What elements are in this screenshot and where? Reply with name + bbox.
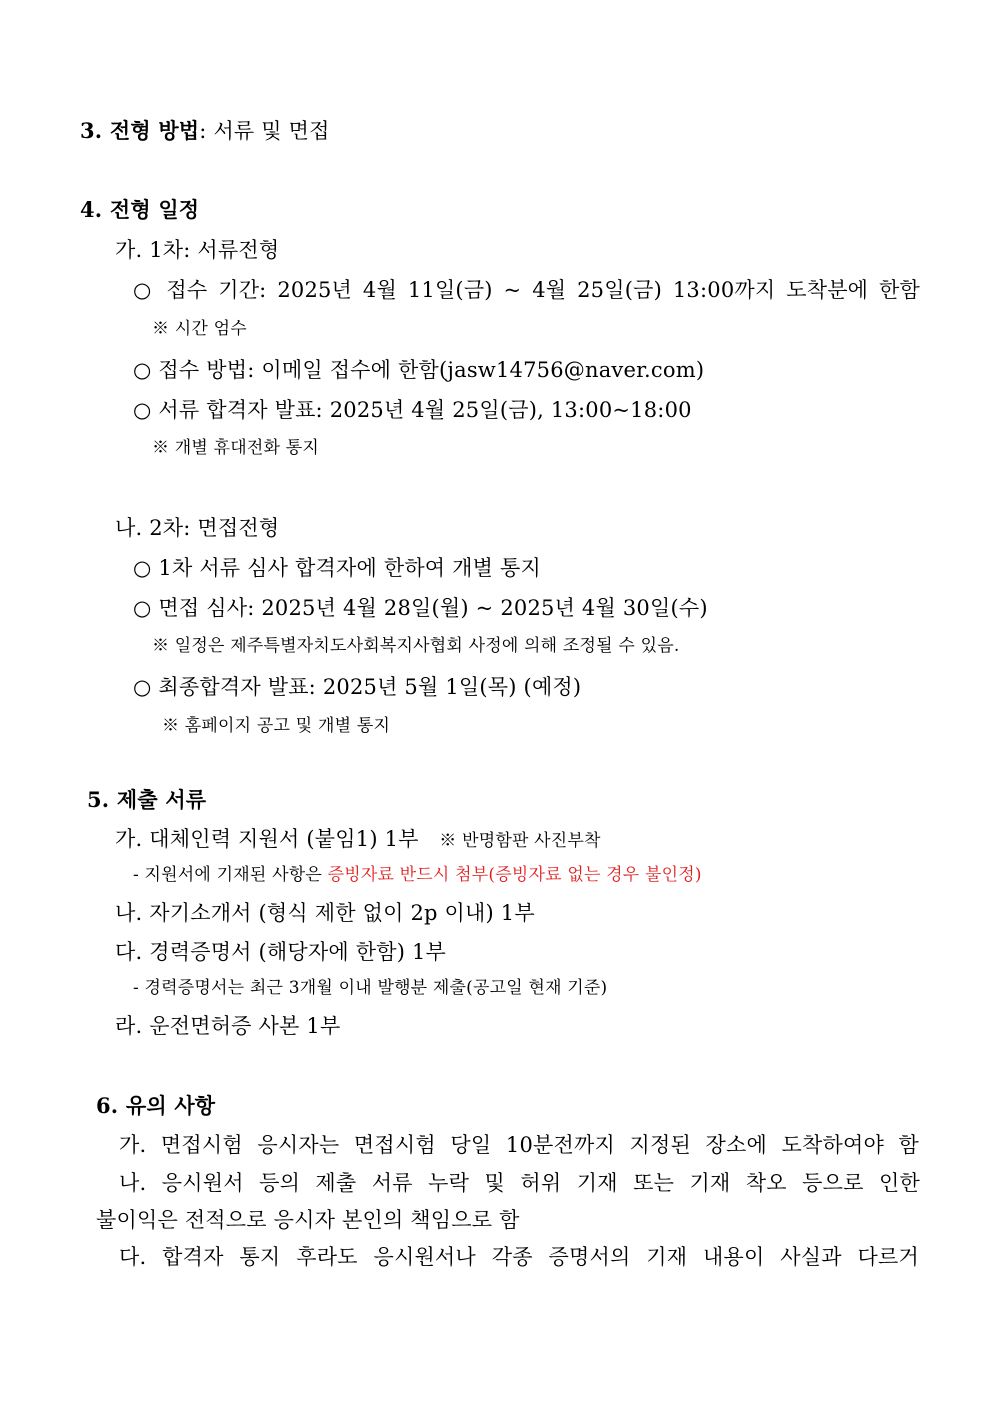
s5-na-item: 나. 자기소개서 (형식 제한 없이 2p 이내) 1부 bbox=[115, 901, 535, 925]
s4-ga-note-time: ※ 시간 엄수 bbox=[152, 319, 247, 339]
s5-ga-sub-prefix: - 지원서에 기재된 사항은 bbox=[133, 865, 328, 885]
section-6-title: 6. 유의 사항 bbox=[96, 1093, 216, 1118]
section-3-heading bbox=[80, 117, 330, 145]
s5-ga-note: ※ 반명함판 사진부착 bbox=[439, 831, 601, 851]
s4-na-note-homepage: ※ 홈페이지 공고 및 개별 통지 bbox=[162, 716, 391, 736]
s6-ga-item: 가. 면접시험 응시자는 면접시험 당일 10분전까지 지정된 장소에 도착하여야 함 bbox=[119, 1133, 919, 1157]
s4-na-note-schedule: ※ 일정은 제주특별자치도사회복지사협회 사정에 의해 조정될 수 있음. bbox=[152, 636, 680, 656]
s5-ga-item bbox=[115, 825, 601, 855]
s5-da-subnote: - 경력증명서는 최근 3개월 이내 발행분 제출(공고일 현재 기준) bbox=[133, 978, 608, 998]
s6-na-item-line1: 나. 응시원서 등의 제출 서류 누락 및 허위 기재 또는 기재 착오 등으로 인한 bbox=[119, 1171, 920, 1195]
s4-ga-item-document-result: ○ 서류 합격자 발표: 2025년 4월 25일(금), 13:00~18:00 bbox=[133, 398, 692, 422]
s5-da-item: 다. 경력증명서 (해당자에 한함) 1부 bbox=[115, 940, 447, 964]
s4-ga-label: 가. 1차: 서류전형 bbox=[115, 238, 280, 262]
s4-na-item-interview: ○ 면접 심사: 2025년 4월 28일(월) ~ 2025년 4월 30일(수) bbox=[133, 596, 708, 620]
s4-na-item-notify: ○ 1차 서류 심사 합격자에 한하여 개별 통지 bbox=[133, 556, 541, 580]
section-3-text: : 서류 및 면접 bbox=[199, 119, 330, 143]
section-5-title: 5. 제출 서류 bbox=[87, 787, 207, 812]
s4-ga-item-reception-period: ○ 접수 기간: 2025년 4월 11일(금) ~ 4월 25일(금) 13:00까지 도착분에 한함 bbox=[133, 278, 920, 302]
s5-ra-item: 라. 운전면허증 사본 1부 bbox=[115, 1014, 341, 1038]
s5-ga-sub-red: 증빙자료 반드시 첨부(증빙자료 없는 경우 불인정) bbox=[327, 865, 702, 885]
s6-na-item-line2: 불이익은 전적으로 응시자 본인의 책임으로 함 bbox=[96, 1208, 520, 1232]
s5-ga-text: 가. 대체인력 지원서 (붙임1) 1부 bbox=[115, 827, 419, 851]
s4-na-label: 나. 2차: 면접전형 bbox=[115, 516, 280, 540]
section-3-title: 3. 전형 방법 bbox=[80, 118, 200, 143]
s4-ga-note-phone: ※ 개별 휴대전화 통지 bbox=[152, 438, 319, 458]
section-4-title: 4. 전형 일정 bbox=[80, 197, 200, 222]
s6-da-item-line1: 다. 합격자 통지 후라도 응시원서나 각종 증명서의 기재 내용이 사실과 다르거 bbox=[119, 1245, 919, 1269]
s4-na-item-final-result: ○ 최종합격자 발표: 2025년 5월 1일(목) (예정) bbox=[133, 675, 582, 699]
s4-ga-item-reception-method: ○ 접수 방법: 이메일 접수에 한함(jasw14756@naver.com) bbox=[133, 358, 705, 382]
s5-ga-subnote bbox=[133, 863, 702, 887]
